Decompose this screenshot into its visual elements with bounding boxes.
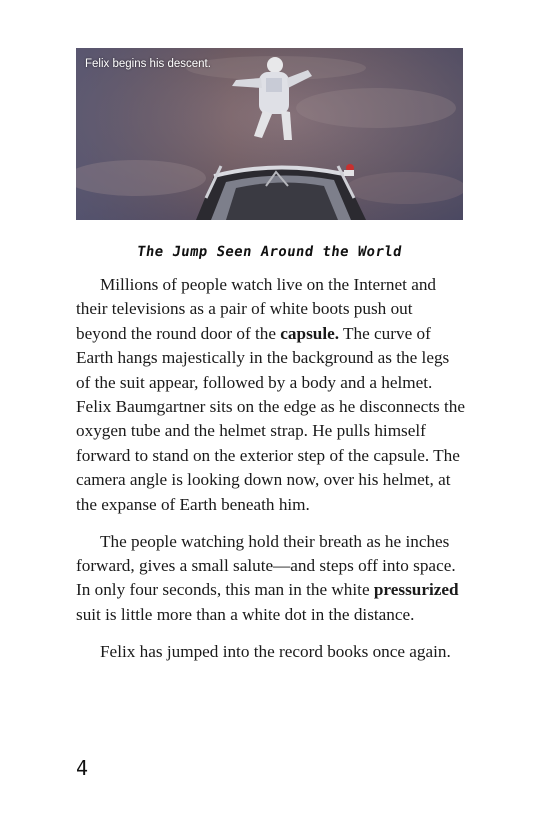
descent-photo-illustration: [76, 48, 463, 220]
paragraph-2-text-end: suit is little more than a white dot in the distance.: [76, 604, 415, 624]
paragraph-1-text-end: The curve of Earth hangs majestically in the background as the legs of the suit appear, followed by a body and a helmet. Felix Baumgartner sits on the edge as he disconnects the oxygen tube and the helmet strap. He pulls himself forward to stand on the exterior step of the capsule. The camera angle is looking down now, over his helmet, at the expanse of Earth beneath him.: [76, 323, 466, 514]
paragraph-3: [76, 640, 466, 664]
paragraph-2: [76, 530, 466, 628]
story-text: [76, 273, 466, 677]
paragraph-3-text: Felix has jumped into the record books once again.: [100, 641, 451, 661]
glossary-term-capsule: capsule.: [280, 323, 340, 343]
page-number: 4: [76, 756, 89, 780]
descent-photo: [76, 48, 463, 220]
paragraph-1-text-start: Millions of people watch live on the Internet and their televisions as a pair of white boots push out beyond the round door of the: [76, 275, 437, 343]
photo-caption: Felix begins his descent.: [85, 58, 211, 70]
section-heading: The Jump Seen Around the World: [135, 244, 404, 260]
paragraph-1: [76, 273, 466, 517]
glossary-term-pressurized: pressurized: [373, 580, 459, 600]
capsule-door: [196, 164, 366, 220]
paragraph-2-text-start: The people watching hold their breath as he inches forward, gives a small salute—and steps off into space. In only four seconds, this man in the white: [76, 531, 456, 600]
